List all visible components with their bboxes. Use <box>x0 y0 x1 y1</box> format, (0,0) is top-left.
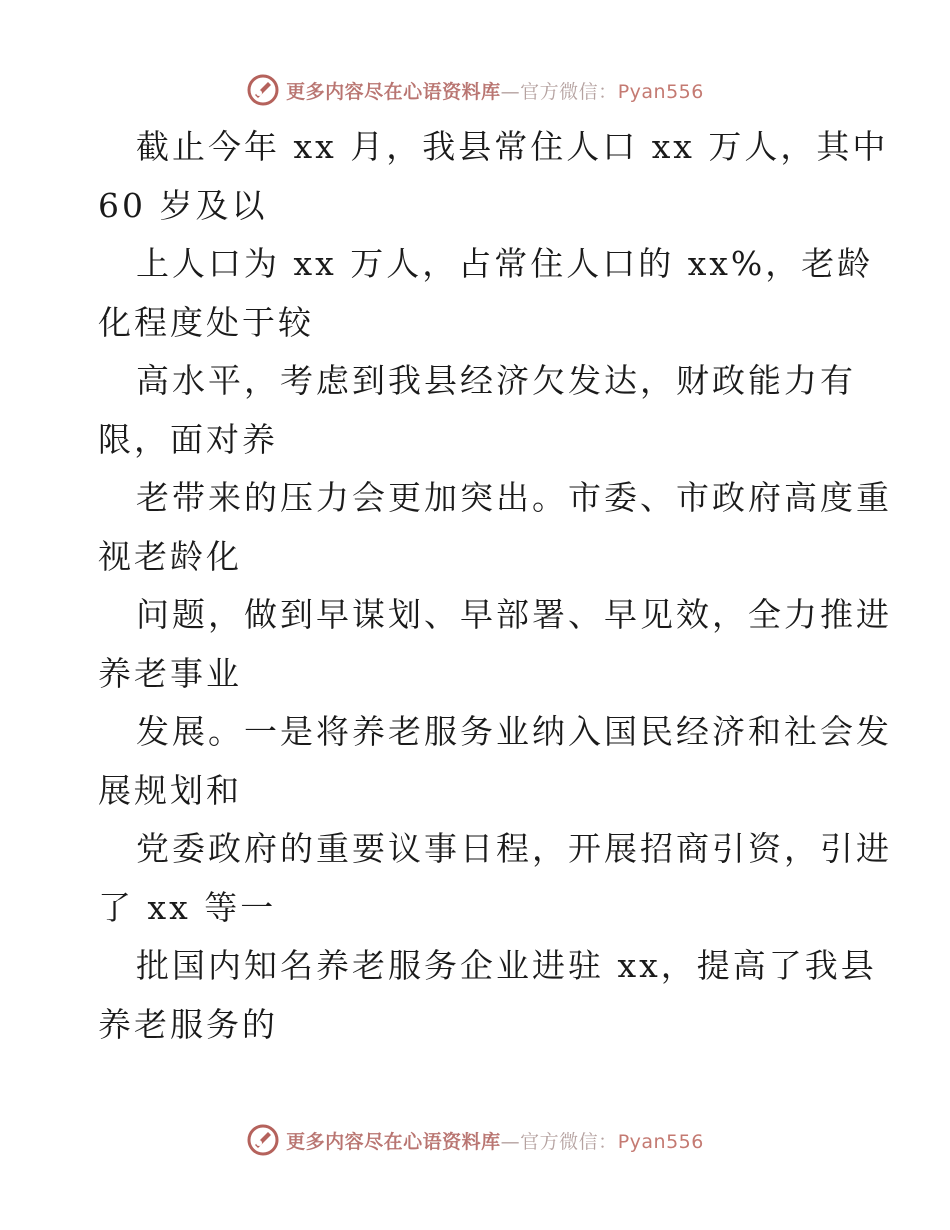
text-line: 上人口为 xx 万人，占常住人口的 xx%，老龄 <box>136 244 874 283</box>
watermark-sub-text: 官方微信： <box>520 1130 618 1153</box>
text-line: 化程度处于较 <box>98 302 314 342</box>
text-line: 党委政府的重要议事日程，开展招商引资，引进 <box>136 829 892 868</box>
footer-watermark <box>0 1120 950 1160</box>
text-line: 老带来的压力会更加突出。市委、市政府高度重 <box>136 478 892 517</box>
watermark-sub-text: 官方微信： <box>520 80 618 103</box>
text-line: 问题，做到早谋划、早部署、早见效，全力推进 <box>136 595 892 634</box>
brand-logo-icon <box>246 73 280 107</box>
watermark-main-text: 更多内容尽在心语资料库 <box>286 1130 501 1153</box>
watermark-main-text: 更多内容尽在心语资料库 <box>286 80 501 103</box>
text-line: 了 xx 等一 <box>98 887 277 927</box>
watermark-wechat-id: Pyan556 <box>617 1130 704 1153</box>
watermark-wechat-id: Pyan556 <box>617 80 704 103</box>
brand-logo-icon <box>246 1123 280 1157</box>
text-line: 限，面对养 <box>98 419 278 459</box>
text-line: 批国内知名养老服务企业进驻 xx，提高了我县 <box>136 946 877 985</box>
document-body <box>98 118 892 1054</box>
text-line: 60 岁及以 <box>98 185 268 225</box>
watermark-dash: — <box>500 1130 521 1153</box>
text-line: 高水平，考虑到我县经济欠发达，财政能力有 <box>136 361 856 400</box>
header-watermark <box>0 70 950 110</box>
text-line: 截止今年 xx 月，我县常住人口 xx 万人，其中 <box>136 127 889 166</box>
text-line: 视老龄化 <box>98 536 242 576</box>
text-line: 养老服务的 <box>98 1004 278 1044</box>
text-line: 养老事业 <box>98 653 242 693</box>
text-line: 发展。一是将养老服务业纳入国民经济和社会发 <box>136 712 892 751</box>
watermark-dash: — <box>500 80 521 103</box>
text-line: 展规划和 <box>98 770 242 810</box>
